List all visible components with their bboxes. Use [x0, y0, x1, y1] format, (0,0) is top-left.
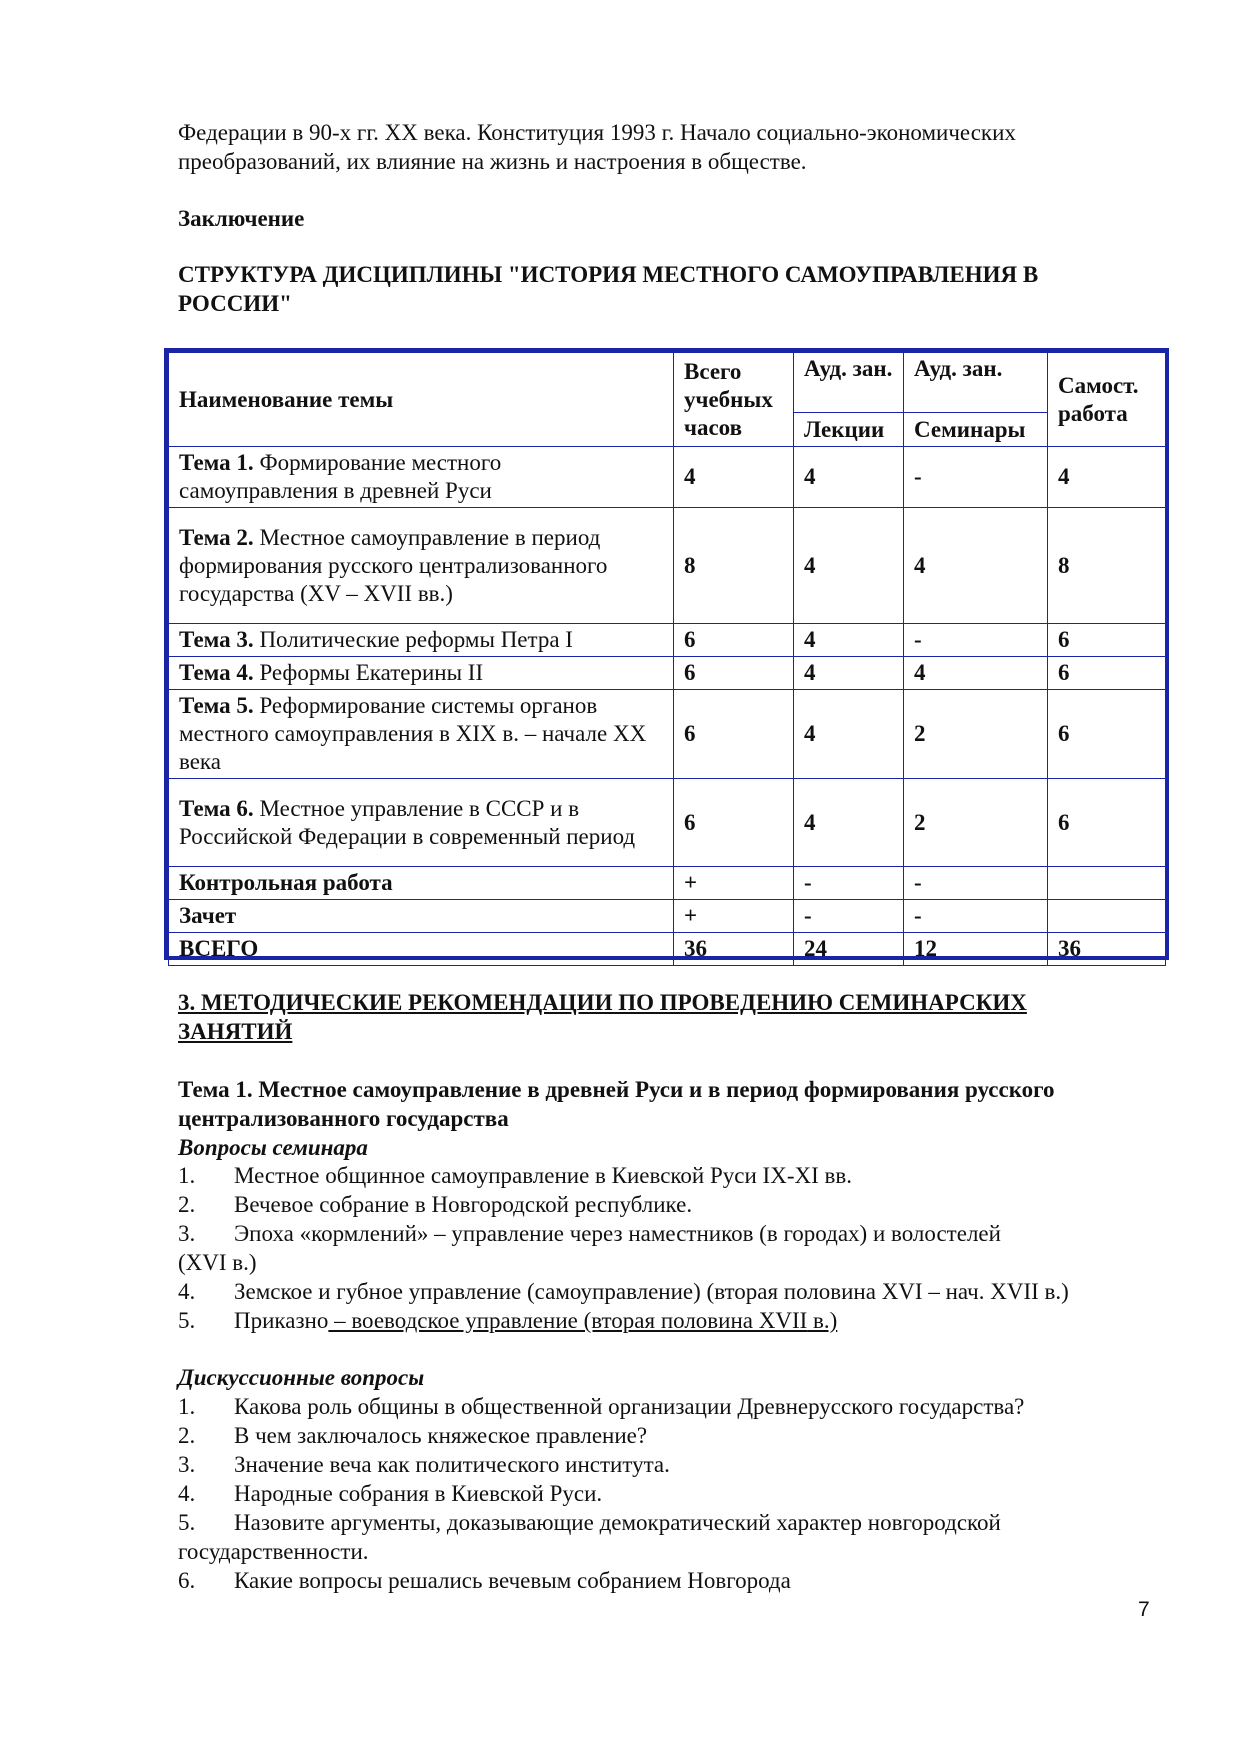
cell-lectures: 4: [794, 508, 904, 624]
table-row: [169, 690, 1166, 779]
discipline-structure-table: [164, 348, 1169, 960]
cell-seminars: 4: [904, 657, 1048, 690]
cell-self: 8: [1048, 508, 1166, 624]
cell-seminars: -: [904, 624, 1048, 657]
header-seminars: Семинары: [904, 413, 1048, 447]
header-self: Самост. работа: [1048, 353, 1166, 447]
list-item: 1. Какова роль общины в общественной организации Древнерусского государства?: [178, 1394, 1025, 1419]
cell-lectures: 24: [794, 933, 904, 966]
discussion-questions-heading: Дискуссионные вопросы: [178, 1365, 425, 1390]
cell-self: 6: [1048, 657, 1166, 690]
table-row: [169, 508, 1166, 624]
cell-lectures: 4: [794, 657, 904, 690]
cell-self: 6: [1048, 624, 1166, 657]
cell-self: 6: [1048, 779, 1166, 867]
cell-seminars: -: [904, 900, 1048, 933]
list-item: 5. Приказно – воеводское управление (вторая половина XVII в.): [178, 1308, 838, 1333]
intro-line-1: Федерации в 90-х гг. XX века. Конституция 1993 г. Начало социально-экономических: [178, 120, 1016, 145]
row-label: Тема 6.: [179, 795, 254, 821]
structure-heading-line-2: РОССИИ": [178, 291, 292, 316]
cell-self: 36: [1048, 933, 1166, 966]
list-item: 6. Какие вопросы решались вечевым собранием Новгорода: [178, 1568, 791, 1593]
cell-lectures: 4: [794, 624, 904, 657]
cell-lectures: 4: [794, 690, 904, 779]
cell-total: +: [674, 900, 794, 933]
table-row: [169, 447, 1166, 508]
cell-self: [1048, 900, 1166, 933]
list-item: 3. Эпоха «кормлений» – управление через наместников (в городах) и волостелей: [178, 1221, 1001, 1246]
cell-seminars: -: [904, 447, 1048, 508]
intro-line-2: преобразований, их влияние на жизнь и настроения в обществе.: [178, 149, 807, 174]
cell-total: 6: [674, 690, 794, 779]
row-text: Местное управление в СССР и в Российской Федерации в современный период: [179, 795, 636, 849]
section3-heading-line-1: 3. МЕТОДИЧЕСКИЕ РЕКОМЕНДАЦИИ ПО ПРОВЕДЕНИЮ СЕМИНАРСКИХ: [178, 990, 1027, 1015]
table-row-total: [169, 933, 1166, 966]
row-text: Местное самоуправление в период формирования русского централизованного государства (XV – XVII вв.): [179, 524, 608, 606]
cell-self: [1048, 867, 1166, 900]
table-row: [169, 779, 1166, 867]
header-aud-1: Ауд. зан.: [794, 353, 904, 413]
conclusion-heading: Заключение: [178, 206, 305, 231]
row-text: Реформы Екатерины II: [259, 660, 484, 685]
list-item: 5. Назовите аргументы, доказывающие демократический характер новгородской: [178, 1510, 1001, 1535]
cell-total: 6: [674, 779, 794, 867]
list-item-continuation: государственности.: [178, 1539, 369, 1564]
cell-seminars: 4: [904, 508, 1048, 624]
table-row: [169, 657, 1166, 690]
list-item: 4. Народные собрания в Киевской Руси.: [178, 1481, 603, 1506]
row-label: Тема 1.: [179, 450, 254, 475]
list-item: 3. Значение веча как политического института.: [178, 1452, 670, 1477]
header-lectures: Лекции: [794, 413, 904, 447]
cell-total: 6: [674, 657, 794, 690]
row-text: Политические реформы Петра I: [259, 627, 573, 652]
theme1-heading-line-2: централизованного государства: [178, 1106, 509, 1131]
list-item: 2. В чем заключалось княжеское правление?: [178, 1423, 648, 1448]
table-row: [169, 900, 1166, 933]
row-label: Тема 5.: [179, 693, 254, 718]
cell-total: 36: [674, 933, 794, 966]
cell-total: 6: [674, 624, 794, 657]
cell-seminars: 2: [904, 779, 1048, 867]
row-label: Контрольная работа: [169, 867, 674, 900]
cell-seminars: 2: [904, 690, 1048, 779]
seminar-questions-heading: Вопросы семинара: [178, 1135, 368, 1160]
cell-lectures: 4: [794, 447, 904, 508]
theme1-heading-line-1: Тема 1. Местное самоуправление в древней Руси и в период формирования русского: [178, 1077, 1055, 1102]
cell-lectures: -: [794, 900, 904, 933]
row-text: Реформирование системы органов местного самоуправления в XIX в. – начале XX века: [179, 693, 647, 774]
cell-total: +: [674, 867, 794, 900]
row-label: Тема 2.: [179, 524, 254, 550]
page-number: 7: [1138, 1598, 1150, 1621]
header-name: Наименование темы: [169, 353, 674, 447]
cell-self: 6: [1048, 690, 1166, 779]
structure-heading-line-1: СТРУКТУРА ДИСЦИПЛИНЫ "ИСТОРИЯ МЕСТНОГО САМОУПРАВЛЕНИЯ В: [178, 262, 1039, 287]
list-item: 4. Земское и губное управление (самоуправление) (вторая половина XVI – нач. XVII в.): [178, 1279, 1069, 1304]
row-label: ВСЕГО: [169, 933, 674, 966]
row-text: Формирование местного самоуправления в древней Руси: [179, 450, 502, 503]
section3-heading-line-2: ЗАНЯТИЙ: [178, 1019, 293, 1044]
cell-seminars: -: [904, 867, 1048, 900]
cell-seminars: 12: [904, 933, 1048, 966]
row-label: Тема 4.: [179, 660, 254, 685]
cell-total: 8: [674, 508, 794, 624]
table-row: [169, 624, 1166, 657]
row-label: Тема 3.: [179, 627, 254, 652]
cell-lectures: -: [794, 867, 904, 900]
header-total: Всего учебных часов: [674, 353, 794, 447]
cell-self: 4: [1048, 447, 1166, 508]
list-item: 1. Местное общинное самоуправление в Киевской Руси IX-XI вв.: [178, 1163, 852, 1188]
list-item: 2. Вечевое собрание в Новгородской республике.: [178, 1192, 693, 1217]
table-row: [169, 867, 1166, 900]
cell-lectures: 4: [794, 779, 904, 867]
row-label: Зачет: [169, 900, 674, 933]
list-item-continuation: (XVI в.): [178, 1250, 257, 1275]
header-aud-2: Ауд. зан.: [904, 353, 1048, 413]
cell-total: 4: [674, 447, 794, 508]
